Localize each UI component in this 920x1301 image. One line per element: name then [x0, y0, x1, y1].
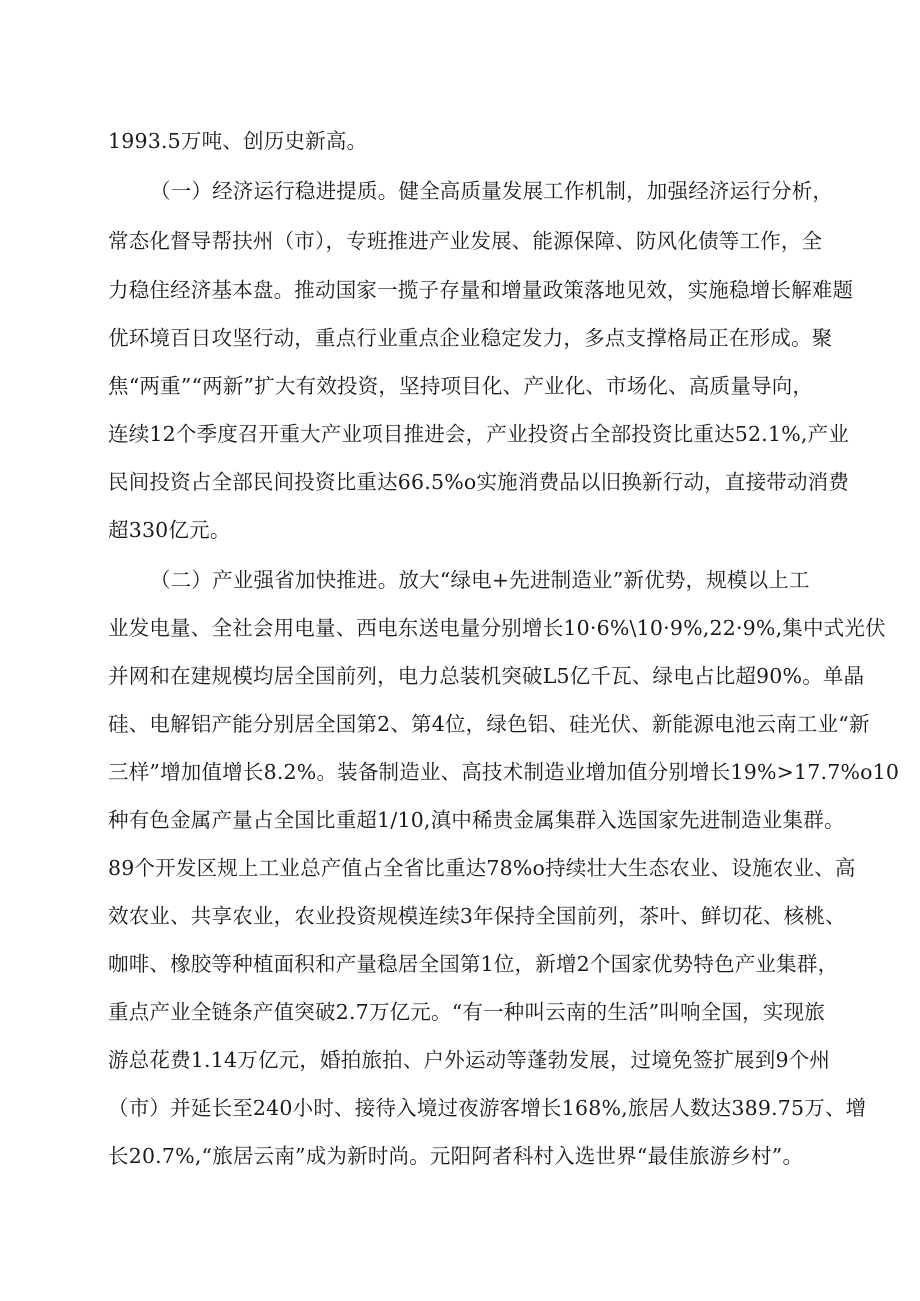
text-line: 硅、电解铝产能分别居全国第2、第4位，绿色铝、硅光伏、新能源电池云南工业“新 [108, 712, 870, 736]
text-line: 并网和在建规模均居全国前列，电力总装机突破L5亿千瓦、绿电占比超90%。单晶 [108, 664, 865, 688]
text-line: 效农业、共享农业，农业投资规模连续3年保持全国前列，茶叶、鲜切花、核桃、 [108, 904, 846, 928]
paragraph-1-start: （一）经济运行稳进提质。健全高质量发展工作机制，加强经济运行分析， [150, 179, 834, 203]
text-line: 1993.5万吨、创历史新高。 [108, 129, 368, 153]
text-line: 89个开发区规上工业总产值占全省比重达78%o持续壮大生态农业、设施农业、高 [108, 856, 856, 880]
paragraph-2-start: （二）产业强省加快推进。放大“绿电+先进制造业”新优势，规模以上工 [150, 568, 810, 592]
text-line: 焦“两重”“两新”扩大有效投资，坚持项目化、产业化、市场化、高质量导向， [108, 374, 814, 398]
text-line: 重点产业全链条产值突破2.7万亿元。“有一种叫云南的生活”叫响全国，实现旅 [108, 1000, 825, 1024]
text-line: 优环境百日攻坚行动，重点行业重点企业稳定发力，多点支撑格局正在形成。聚 [108, 326, 833, 350]
text-line: （市）并延长至240小时、接待入境过夜游客增长168%,旅居人数达389.75万、增 [108, 1096, 867, 1120]
text-line: 种有色金属产量占全国比重超1/10,滇中稀贵金属集群入选国家先进制造业集群。 [108, 808, 845, 832]
text-line: 三样”增加值增长8.2%。装备制造业、高技术制造业增加值分别增长19%>17.7%o10 [108, 760, 900, 784]
text-line: 力稳住经济基本盘。推动国家一揽子存量和增量政策落地见效，实施稳增长解难题 [108, 278, 854, 302]
text-line: 常态化督导帮扶州（市），专班推进产业发展、能源保障、防风化债等工作，全 [108, 229, 823, 253]
text-line: 长20.7%,“旅居云南”成为新时尚。元阳阿者科村入选世界“最佳旅游乡村”。 [108, 1144, 804, 1168]
text-line: 游总花费1.14万亿元，婚拍旅拍、户外运动等蓬勃发展，过境免签扩展到9个州 [108, 1048, 831, 1072]
text-line: 连续12个季度召开重大产业项目推进会，产业投资占全部投资比重达52.1%,产业 [108, 422, 850, 446]
text-line: 民间投资占全部民间投资比重达66.5%o实施消费品以旧换新行动，直接带动消费 [108, 470, 850, 494]
text-line: 咖啡、橡胶等种植面积和产量稳居全国第1位，新增2个国家优势特色产业集群， [108, 952, 839, 976]
text-line: 业发电量、全社会用电量、西电东送电量分别增长10·6%\10·9%,22·9%,集中式光伏 [108, 616, 886, 640]
text-line: 超330亿元。 [108, 518, 231, 542]
